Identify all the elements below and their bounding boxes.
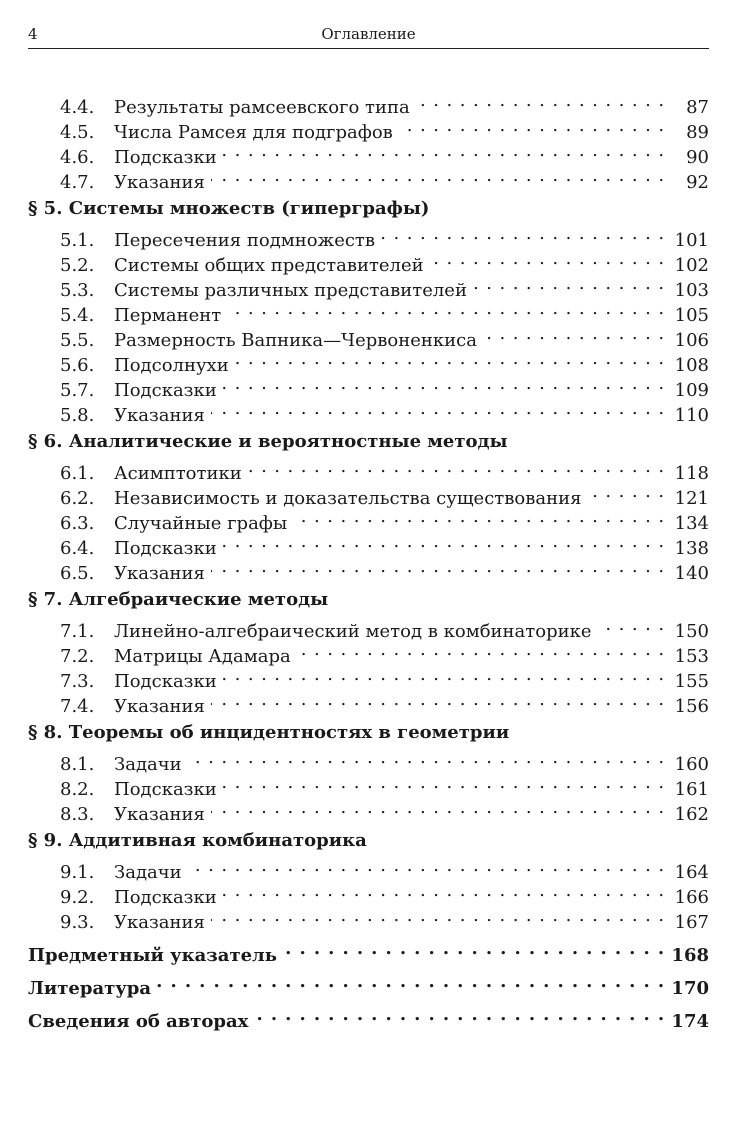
entry-number: 6.2. [60,488,95,509]
section-heading[interactable]: § 6. Аналитические и вероятностные методы [28,431,508,452]
entry-page: 121 [674,488,709,509]
dot-leader [211,396,665,421]
entry-title: Перманент [114,305,222,326]
entry-page: 153 [674,646,709,667]
toc-section-9 [28,828,709,933]
toc-entry-5-1[interactable] [28,221,709,251]
dot-leader [223,529,665,554]
dot-leader [211,903,665,928]
section-heading[interactable]: § 7. Алгебраические методы [28,589,329,610]
entry-title: Указания [114,804,205,825]
dot-leader [211,795,665,820]
entry-number: 4.5. [60,122,95,143]
entry-number: 5.2. [60,255,95,276]
entry-page: 106 [674,330,709,351]
entry-page: 109 [674,380,709,401]
entry-page: 89 [686,122,709,143]
entry-number: 8.2. [60,779,95,800]
toc-back-matter-authors [28,1002,709,1032]
dot-leader [223,770,665,795]
table-of-contents [28,88,709,1032]
entry-number: 4.7. [60,172,95,193]
entry-page: 167 [674,912,709,933]
toc-back-matter-index [28,936,709,966]
entry-title: Подсказки [114,887,217,908]
entry-number: 5.4. [60,305,95,326]
entry-number: 6.1. [60,463,95,484]
toc-entry-9-1[interactable] [28,853,709,883]
entry-page: 156 [674,696,709,717]
toc-entry-7-4[interactable] [28,687,709,717]
entry-page: 87 [686,97,709,118]
toc-entry-8-2[interactable] [28,770,709,800]
entry-page: 110 [674,405,709,426]
toc-entry-5-6[interactable] [28,346,709,376]
toc-entry-8-3[interactable] [28,795,709,825]
toc-entry-4-7[interactable] [28,163,709,193]
dot-leader [248,454,665,479]
dot-leader [223,662,665,687]
entry-number: 8.1. [60,754,95,775]
toc-section-8 [28,720,709,825]
toc-entry-literature[interactable] [28,969,709,999]
entry-page: 160 [674,754,709,775]
entry-title: Указания [114,172,205,193]
entry-number: 7.1. [60,621,95,642]
entry-page: 164 [674,862,709,883]
entry-page: 101 [674,230,709,251]
dot-leader [416,88,665,113]
entry-title: Системы различных представителей [114,280,467,301]
entry-page: 140 [674,563,709,584]
entry-number: 6.4. [60,538,95,559]
entry-title: Подсказки [114,538,217,559]
entry-page: 138 [674,538,709,559]
entry-page: 162 [674,804,709,825]
entry-number: 7.4. [60,696,95,717]
toc-entry-7-3[interactable] [28,662,709,692]
entry-page: 150 [674,621,709,642]
toc-back-matter-literature [28,969,709,999]
toc-entry-5-7[interactable] [28,371,709,401]
entry-number: 8.3. [60,804,95,825]
page-number: 4 [28,25,38,43]
dot-leader [235,346,665,371]
entry-number: 9.1. [60,862,95,883]
toc-section-4-tail [28,88,709,193]
entry-title: Подсолнухи [114,355,229,376]
entry-title: Литература [28,978,152,999]
entry-title: Указания [114,912,205,933]
entry-page: 102 [674,255,709,276]
entry-page: 108 [674,355,709,376]
entry-title: Случайные графы [114,513,288,534]
entry-number: 5.7. [60,380,95,401]
entry-page: 134 [674,513,709,534]
entry-title: Указания [114,696,205,717]
section-heading[interactable]: § 9. Аддитивная комбинаторика [28,830,367,851]
entry-title: Линейно-алгебраический метод в комбинаторике [114,621,592,642]
dot-leader [223,878,665,903]
entry-page: 92 [686,172,709,193]
dot-leader [598,612,666,637]
dot-leader [473,271,665,296]
entry-number: 5.6. [60,355,95,376]
toc-entry-4-6[interactable] [28,138,709,168]
entry-page: 174 [671,1011,709,1032]
dot-leader [227,296,665,321]
entry-title: Размерность Вапника—Червоненкиса [114,330,477,351]
toc-section-5 [28,196,709,426]
toc-entry-6-4[interactable] [28,529,709,559]
entry-number: 5.3. [60,280,95,301]
toc-entry-8-1[interactable] [28,745,709,775]
entry-page: 90 [686,147,709,168]
dot-leader [188,745,665,770]
entry-number: 6.3. [60,513,95,534]
toc-section-7 [28,587,709,717]
entry-title: Предметный указатель [28,945,277,966]
dot-leader [254,1002,665,1027]
toc-entry-9-2[interactable] [28,878,709,908]
entry-title: Системы общих представителей [114,255,424,276]
entry-title: Подсказки [114,147,217,168]
entry-title: Подсказки [114,380,217,401]
toc-section-6 [28,429,709,584]
entry-title: Указания [114,563,205,584]
toc-entry-subject-index[interactable] [28,936,709,966]
entry-title: Подсказки [114,671,217,692]
entry-number: 6.5. [60,563,95,584]
toc-entry-5-4[interactable] [28,296,709,326]
toc-entry-4-5[interactable] [28,113,709,143]
header-rule [28,48,709,49]
toc-entry-6-2[interactable] [28,479,709,509]
dot-leader [381,221,665,246]
entry-number: 9.2. [60,887,95,908]
toc-entry-5-8[interactable] [28,396,709,426]
entry-page: 166 [674,887,709,908]
dot-leader [283,936,665,961]
dot-leader [188,853,665,878]
dot-leader [293,504,665,529]
entry-number: 4.6. [60,147,95,168]
entry-number: 5.1. [60,230,95,251]
toc-entry-9-3[interactable] [28,903,709,933]
entry-page: 161 [674,779,709,800]
entry-title: Задачи [114,754,182,775]
dot-leader [223,371,665,396]
entry-page: 168 [671,945,709,966]
toc-entry-5-2[interactable] [28,246,709,276]
entry-number: 5.5. [60,330,95,351]
toc-entry-5-5[interactable] [28,321,709,351]
toc-entry-6-3[interactable] [28,504,709,534]
dot-leader [483,321,665,346]
dot-leader [587,479,665,504]
toc-entry-authors[interactable] [28,1002,709,1032]
toc-entry-6-1[interactable] [28,454,709,484]
dot-leader [297,637,665,662]
toc-entry-4-4[interactable] [28,88,709,118]
entry-number: 4.4. [60,97,95,118]
entry-title: Результаты рамсеевского типа [114,97,410,118]
dot-leader [223,138,665,163]
section-heading[interactable]: § 5. Системы множеств (гиперграфы) [28,198,430,219]
entry-number: 7.2. [60,646,95,667]
entry-title: Задачи [114,862,182,883]
section-heading[interactable]: § 8. Теоремы об инцидентностях в геометрии [28,722,510,743]
entry-title: Подсказки [114,779,217,800]
entry-number: 9.3. [60,912,95,933]
entry-title: Сведения об авторах [28,1011,249,1032]
toc-entry-5-3[interactable] [28,271,709,301]
dot-leader [399,113,665,138]
entry-page: 103 [674,280,709,301]
dot-leader [211,163,665,188]
entry-title: Числа Рамсея для подграфов [114,122,393,143]
entry-title: Указания [114,405,205,426]
running-head [28,22,709,46]
running-title: Оглавление [321,25,416,43]
entry-number: 5.8. [60,405,95,426]
dot-leader [157,969,665,994]
entry-number: 7.3. [60,671,95,692]
entry-page: 155 [674,671,709,692]
entry-page: 118 [674,463,709,484]
toc-entry-7-1[interactable] [28,612,709,642]
entry-title: Пересечения подмножеств [114,230,376,251]
dot-leader [211,687,665,712]
toc-entry-7-2[interactable] [28,637,709,667]
dot-leader [430,246,665,271]
dot-leader [211,554,665,579]
entry-title: Матрицы Адамара [114,646,291,667]
entry-page: 105 [674,305,709,326]
entry-page: 170 [671,978,709,999]
toc-entry-6-5[interactable] [28,554,709,584]
entry-title: Асимптотики [114,463,242,484]
entry-title: Независимость и доказательства существования [114,488,582,509]
